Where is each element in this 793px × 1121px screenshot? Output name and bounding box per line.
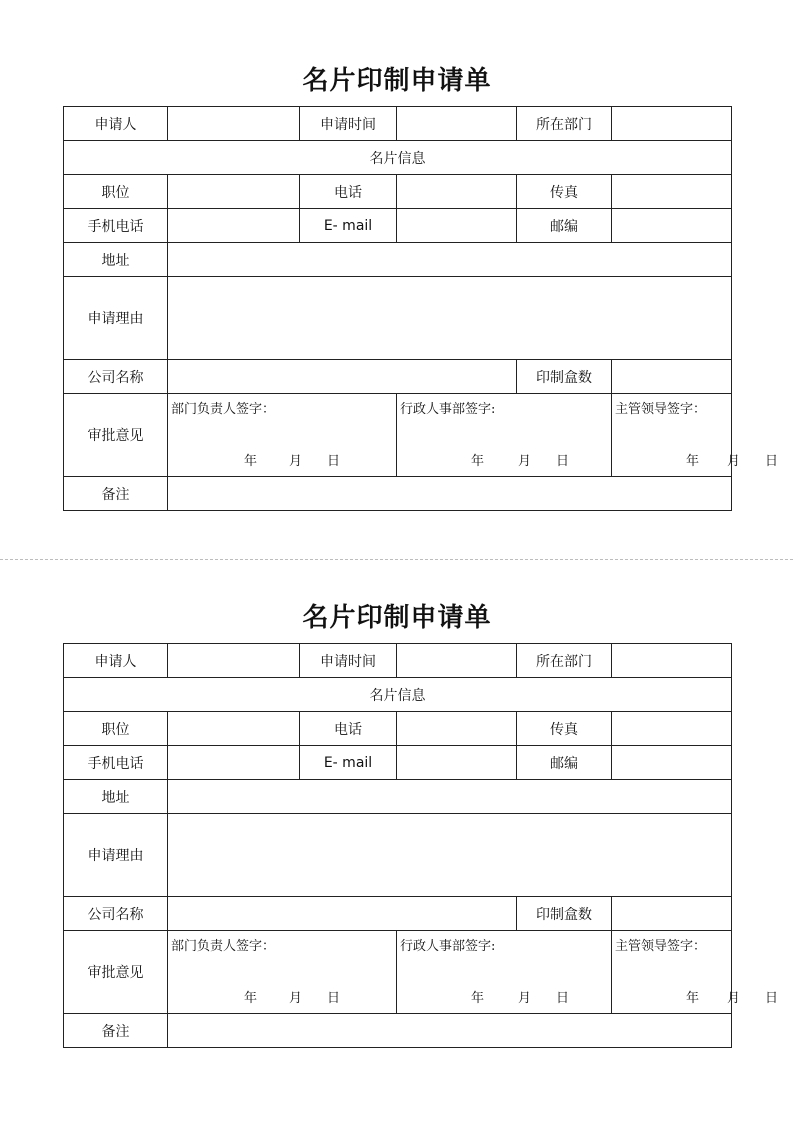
postcode-label: 邮编 [517,746,612,780]
reason-label: 申请理由 [64,814,168,897]
cut-line-divider [0,559,793,560]
date-year: 年 [244,454,258,469]
supervisor-signature-label: 主管领导签字： [615,402,707,417]
applicant-label: 申请人 [64,107,168,141]
dept-head-signature-label: 部门负责人签字： [171,939,276,954]
date-day: 日 [327,454,341,469]
date-day: 日 [556,991,570,1006]
business-card-form-2 [63,599,779,1048]
hr-admin-signature-label: 行政人事部签字: [400,402,496,417]
date-year: 年 [471,454,485,469]
date-month: 月 [727,991,741,1006]
address-field[interactable] [168,243,732,277]
email-label: E- mail [300,209,397,243]
approval-label: 审批意见 [64,394,168,477]
date-year: 年 [686,454,700,469]
date-year: 年 [471,991,485,1006]
supervisor-signature-label: 主管领导签字： [615,939,707,954]
position-field[interactable] [168,175,300,209]
fax-label: 传真 [517,712,612,746]
application-table [63,106,779,511]
applicant-label: 申请人 [64,644,168,678]
reason-field[interactable] [168,814,732,897]
mobile-field[interactable] [168,746,300,780]
date-year: 年 [686,991,700,1006]
apply-time-field[interactable] [397,644,517,678]
company-field[interactable] [168,360,517,394]
date-day: 日 [765,454,779,469]
date-month: 月 [518,991,532,1006]
applicant-field[interactable] [168,107,300,141]
phone-field[interactable] [397,712,517,746]
phone-label: 电话 [300,175,397,209]
date-day: 日 [327,991,341,1006]
supervisor-signature-box[interactable] [612,931,779,1014]
date-year: 年 [244,991,258,1006]
fax-label: 传真 [517,175,612,209]
mobile-field[interactable] [168,209,300,243]
date-day: 日 [765,991,779,1006]
department-label: 所在部门 [517,644,612,678]
date-month: 月 [289,454,303,469]
apply-time-field[interactable] [397,107,517,141]
approval-label: 审批意见 [64,931,168,1014]
dept-head-signature-box[interactable] [168,931,397,1014]
department-field[interactable] [612,644,732,678]
box-count-label: 印制盒数 [517,360,612,394]
dept-head-signature-box[interactable] [168,394,397,477]
email-label: E- mail [300,746,397,780]
reason-label: 申请理由 [64,277,168,360]
position-label: 职位 [64,712,168,746]
fax-field[interactable] [612,712,732,746]
remarks-label: 备注 [64,477,168,511]
position-label: 职位 [64,175,168,209]
company-field[interactable] [168,897,517,931]
date-month: 月 [289,991,303,1006]
mobile-label: 手机电话 [64,209,168,243]
department-field[interactable] [612,107,732,141]
email-field[interactable] [397,209,517,243]
company-label: 公司名称 [64,897,168,931]
company-label: 公司名称 [64,360,168,394]
department-label: 所在部门 [517,107,612,141]
phone-field[interactable] [397,175,517,209]
form-title: 名片印制申请单 [302,603,492,633]
dept-head-signature-label: 部门负责人签字： [171,402,276,417]
remarks-field[interactable] [168,477,732,511]
apply-time-label: 申请时间 [300,107,397,141]
address-label: 地址 [64,780,168,814]
position-field[interactable] [168,712,300,746]
date-month: 月 [727,454,741,469]
remarks-label: 备注 [64,1014,168,1048]
date-day: 日 [556,454,570,469]
application-table [63,643,779,1048]
email-field[interactable] [397,746,517,780]
postcode-label: 邮编 [517,209,612,243]
postcode-field[interactable] [612,209,732,243]
phone-label: 电话 [300,712,397,746]
address-label: 地址 [64,243,168,277]
fax-field[interactable] [612,175,732,209]
apply-time-label: 申请时间 [300,644,397,678]
address-field[interactable] [168,780,732,814]
postcode-field[interactable] [612,746,732,780]
supervisor-signature-box[interactable] [612,394,779,477]
applicant-field[interactable] [168,644,300,678]
hr-admin-signature-box[interactable] [397,394,612,477]
mobile-label: 手机电话 [64,746,168,780]
date-month: 月 [518,454,532,469]
form-title: 名片印制申请单 [302,66,492,96]
business-card-form-1 [63,62,779,511]
hr-admin-signature-box[interactable] [397,931,612,1014]
card-info-header: 名片信息 [64,141,732,175]
box-count-field[interactable] [612,360,732,394]
remarks-field[interactable] [168,1014,732,1048]
reason-field[interactable] [168,277,732,360]
card-info-header: 名片信息 [64,678,732,712]
hr-admin-signature-label: 行政人事部签字: [400,939,496,954]
box-count-field[interactable] [612,897,732,931]
box-count-label: 印制盒数 [517,897,612,931]
